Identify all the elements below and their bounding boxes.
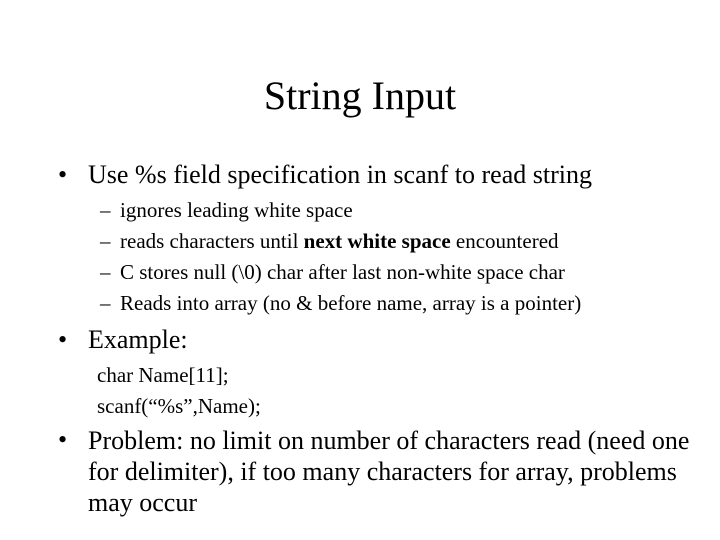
sub-item-text: Reads into array (no & before name, array is a pointer)	[120, 291, 582, 315]
bullet-marker: •	[58, 160, 68, 189]
sub-item-text-after: encountered	[450, 229, 559, 253]
sub-item-marker: –	[100, 229, 111, 253]
bullet-marker: •	[58, 425, 68, 454]
sub-item-text: C stores null (\0) char after last non-white space char	[120, 260, 565, 284]
sub-item-text-before: reads characters until	[120, 229, 304, 253]
sub-item-marker: –	[100, 260, 111, 284]
bullet-text: Problem: no limit on number of characters read (need one for delimiter), if too many characters for array, problems may occur	[88, 426, 690, 517]
code-line: char Name[11];	[97, 363, 229, 387]
sub-item-text-bold: next white space	[303, 229, 451, 253]
bullet-text: Example:	[88, 325, 188, 354]
sub-item-marker: –	[100, 198, 111, 222]
bullet-text: Use %s field specification in scanf to read string	[88, 160, 592, 189]
sub-item-text	[120, 226, 559, 257]
sub-item-marker: –	[100, 291, 111, 315]
bullet-marker: •	[58, 325, 68, 354]
sub-item-text: ignores leading white space	[120, 198, 353, 222]
code-line: scanf(“%s”,Name);	[97, 394, 261, 418]
slide-title: String Input	[263, 73, 457, 118]
